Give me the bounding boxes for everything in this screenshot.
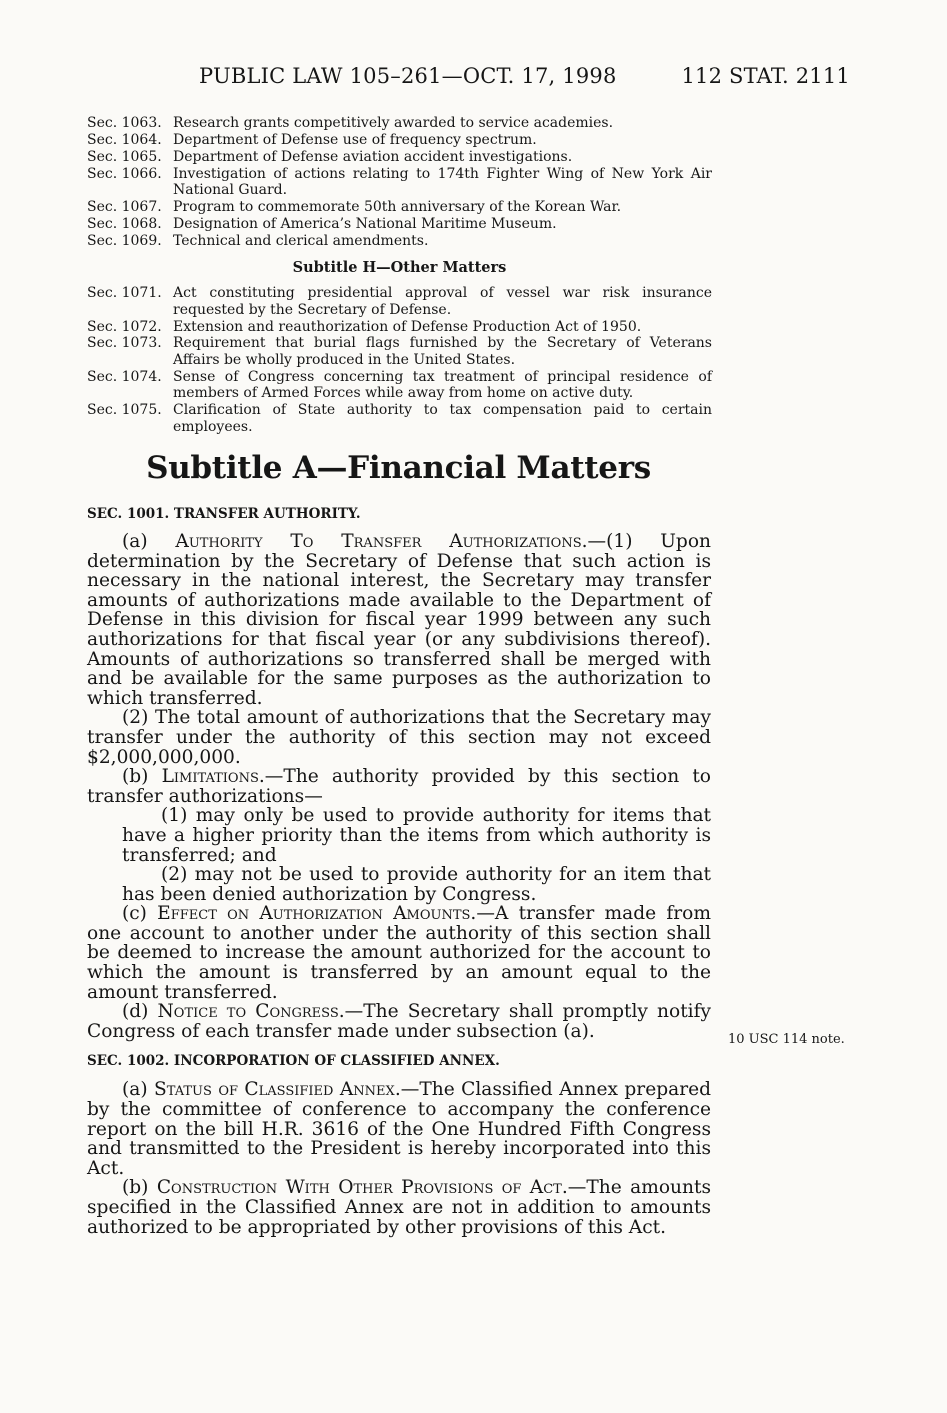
toc-item (87, 285, 712, 318)
margin-note: 10 USC 114 note. (728, 1032, 845, 1047)
subsection-b (87, 767, 711, 806)
subsection-d (87, 1002, 711, 1041)
paragraph-b1: (1) may only be used to provide authority for items that have a higher priority than the items from which authority is transferred; and (122, 805, 711, 866)
toc-item-number: Sec. 1067. (87, 199, 162, 216)
subsection-1002-b-heading: Construction With Other Provisions of Act (156, 1177, 562, 1199)
toc-item-number: Sec. 1064. (87, 131, 162, 148)
paragraph-b2: (2) may not be used to provide authority for an item that has been denied authorization by Congress. (122, 864, 711, 905)
toc-item-number: Sec. 1063. (87, 115, 162, 131)
toc-item-number: Sec. 1073. (87, 335, 162, 352)
toc-item-title: Research grants competitively awarded to service academies. (173, 115, 614, 131)
toc-item (87, 335, 712, 368)
toc-item-title: Requirement that burial flags furnished by the Secretary of Veterans Affairs be wholly produced in the United States. (173, 335, 712, 368)
statute-body (87, 506, 711, 1237)
header-stat-page: 112 STAT. 2111 (681, 64, 850, 88)
toc-item-title: Program to commemorate 50th anniversary of the Korean War. (173, 199, 622, 216)
toc-item-title: Clarification of State authority to tax compensation paid to certain employees. (173, 402, 712, 435)
toc-item (87, 166, 712, 199)
toc-item (87, 233, 712, 249)
toc-item-number: Sec. 1068. (87, 215, 162, 232)
subsection-b-heading: Limitations (161, 766, 259, 788)
toc-item (87, 149, 712, 165)
toc-list-after (87, 285, 712, 435)
subsection-1002-b-label: (b) (122, 1177, 157, 1199)
subsection-d-heading: Notice to Congress (157, 1001, 339, 1023)
toc-item-number: Sec. 1074. (87, 368, 162, 385)
subsection-c-heading: Effect on Authorization Amounts (157, 903, 471, 925)
subsection-1002-b (87, 1178, 711, 1237)
toc-item-number: Sec. 1071. (87, 285, 162, 302)
toc-item-title: Designation of America’s National Maritime Museum. (173, 215, 557, 232)
running-header (0, 64, 947, 94)
toc-item-title: Department of Defense aviation accident investigations. (173, 148, 573, 165)
toc-item (87, 115, 712, 131)
toc-item-number: Sec. 1065. (87, 148, 162, 165)
subsection-a (87, 532, 711, 708)
subsection-c-text: .—A transfer made from one account to another under the authority of this section shall be deemed to increase the amount authorized for the account to which the amount is transferred by an amount equal to the amount transferred. (87, 903, 711, 1003)
subsection-a-heading: Authority To Transfer Authorizations (175, 531, 582, 552)
toc-item-title: Sense of Congress concerning tax treatment of principal residence of members of Armed Forces while away from home on active duty. (173, 368, 712, 402)
toc-subtitle-heading: Subtitle H—Other Matters (292, 259, 507, 277)
toc-item-title: Act constituting presidential approval of vessel war risk insurance requested by the Secretary of Defense. (173, 285, 712, 318)
subsection-a-text: .—(1) Upon determination by the Secretary of Defense that such action is necessary in the national interest, the Secretary may transfer amounts of authorizations made available to the Department of Defense in this division for fiscal year 1999 between any such authorizations for that fiscal year (or any subdivisions thereof). Amounts of authorizations so transferred shall be merged with and be available for the same purposes as the authorization to which transferred. (87, 531, 711, 709)
subtitle-heading: Subtitle A—Financial Matters (146, 450, 651, 486)
toc-item-number: Sec. 1066. (87, 165, 162, 182)
toc-item-number: Sec. 1075. (87, 402, 162, 419)
subsection-c (87, 904, 711, 1002)
section-heading-1001: SEC. 1001. TRANSFER AUTHORITY. (87, 506, 361, 522)
subsection-b-text: .—The authority provided by this section to transfer authorizations— (87, 766, 711, 807)
subsection-1002-a-text: .—The Classified Annex prepared by the committee of conference to accompany the conference report on the bill H.R. 3616 of the One Hundred Fifth Congress and transmitted to the President is hereby incorporated into this Act. (87, 1079, 711, 1179)
toc-item-number: Sec. 1072. (87, 318, 162, 335)
toc-item-title: Investigation of actions relating to 174th Fighter Wing of New York Air National Guard. (173, 165, 712, 199)
table-of-contents (87, 115, 712, 435)
toc-item (87, 132, 712, 148)
toc-item-number: Sec. 1069. (87, 232, 162, 249)
subsection-a-label: (a) (122, 531, 176, 552)
toc-item-title: Technical and clerical amendments. (173, 232, 429, 249)
toc-item (87, 319, 712, 335)
paragraph-a2: (2) The total amount of authorizations that the Secretary may transfer under the authority of this section may not exceed $2,000,000,000. (87, 707, 711, 768)
toc-item (87, 369, 712, 402)
toc-list-before (87, 115, 712, 249)
subsection-d-label: (d) (122, 1001, 158, 1023)
subsection-b-label: (b) (122, 766, 162, 788)
toc-item (87, 199, 712, 215)
toc-item-title: Department of Defense use of frequency spectrum. (173, 131, 537, 148)
header-law-citation: PUBLIC LAW 105–261—OCT. 17, 1998 (199, 64, 617, 88)
section-heading-1002: SEC. 1002. INCORPORATION OF CLASSIFIED ANNEX. (87, 1053, 500, 1070)
subsection-1002-a (87, 1080, 711, 1178)
toc-item (87, 402, 712, 435)
toc-item-title: Extension and reauthorization of Defense Production Act of 1950. (173, 318, 642, 335)
subsection-d-text: .—The Secretary shall promptly notify Congress of each transfer made under subsection (a). (87, 1001, 712, 1042)
subsection-c-label: (c) (122, 903, 158, 925)
subsection-1002-a-heading: Status of Classified Annex (154, 1079, 395, 1101)
toc-item (87, 216, 712, 232)
subsection-1002-b-text: .—The amounts specified in the Classified Annex are not in addition to amounts authorized to be appropriated by other provisions of this Act. (87, 1177, 712, 1238)
subsection-1002-a-label: (a) (122, 1079, 155, 1101)
